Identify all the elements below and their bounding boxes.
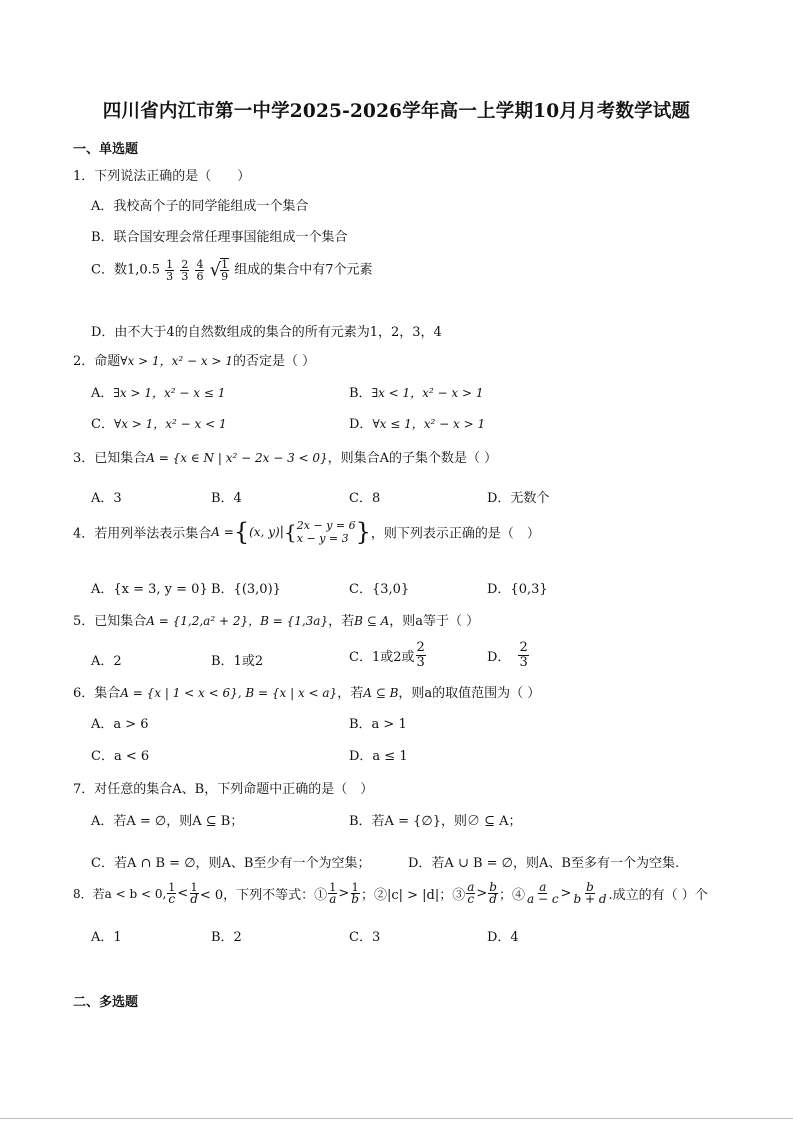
- q3-option-a: A．3: [91, 491, 122, 506]
- q6-sets: A = {x | 1 < x < 6}, B = {x | x < a}: [120, 686, 338, 700]
- q1-option-d: D．由不大于4的自然数组成的集合的所有元素为1，2，3，4: [91, 325, 442, 340]
- q2-stem-prefix: 2．命题: [73, 354, 121, 369]
- q1-root: √: [209, 259, 222, 281]
- q4-set-var: (x, y): [249, 525, 280, 539]
- q5-subset: B ⊆ A: [354, 614, 390, 628]
- q8-i3-left: $\frac{a}{c}$: [467, 880, 475, 906]
- q8-i4-right: $\frac{b}{b + d}$: [573, 880, 607, 906]
- q2-option-d: D．∀x ≤ 1，x² − x > 1: [349, 417, 486, 432]
- q8-stem: 8．若a < b < 0, $\frac{1}{c}$ < $\frac{1}{d}$ < 0，下列不等式：① $\frac{1}{a}$ > $\frac{1}{b}$ ；②|c| > |d|；③ $\frac{a}{c}$ > $\frac{b}{d}$ ；④ $\frac{a}{a - c}$ > $\frac{b}{b + d}$ .成立的有（ ）个: [73, 880, 708, 906]
- q6-option-d: D．a ≤ 1: [349, 749, 408, 764]
- q4-system-brace: {: [284, 520, 297, 544]
- q1-root-frac: $\frac{1}{9}$: [221, 258, 229, 283]
- q6-stem: 6．集合A = {x | 1 < x < 6}, B = {x | x < a}，若A ⊆ B，则a的取值范围为（ ）: [73, 686, 541, 701]
- section-multiple-choice: 二、多选题: [73, 995, 139, 1010]
- q7-option-a: A．若A = ∅，则A ⊆ B；: [91, 814, 244, 829]
- q5-c-frac: $\frac{2}{3}$: [416, 640, 425, 670]
- q8-frac-1-over-d: $\frac{1}{d}$: [190, 881, 198, 906]
- q4-option-a: A．{x = 3, y = 0}: [91, 582, 208, 597]
- q8-i3-right: $\frac{b}{d}$: [489, 880, 497, 906]
- q1-stem: 1．下列说法正确的是（ ）: [73, 169, 251, 184]
- page-bottom-rule: [0, 1118, 793, 1119]
- q6-option-a: A．a > 6: [91, 717, 149, 732]
- q4-system: 2x − y = 6 x − y = 3: [296, 519, 356, 545]
- q3-option-c: C．8: [349, 491, 381, 506]
- q8-option-a: A．1: [91, 930, 122, 945]
- q2-stem: [73, 350, 315, 369]
- q4-option-d: D．{0,3}: [487, 582, 548, 597]
- q3-stem: 3．已知集合A = {x ∈ N | x² − 2x − 3 < 0}，则集合A的子集个数是（ ）: [73, 451, 498, 466]
- section-single-choice: 一、单选题: [73, 142, 139, 157]
- q8-frac-1-over-c: $\frac{1}{c}$: [168, 881, 176, 906]
- q4-option-b: B．{(3,0)}: [211, 582, 281, 597]
- q8-i1-left: $\frac{1}{a}$: [329, 881, 337, 906]
- q1-option-c: [91, 258, 373, 282]
- q4-stem: 4．若用列举法表示集合A ={(x, y)|{ 2x − y = 6 x − y = 3 }，则下列表示正确的是（ ）: [73, 518, 540, 546]
- q1-option-b: B．联合国安理会常任理事国能组成一个集合: [91, 230, 348, 245]
- q8-option-c: C．3: [349, 930, 381, 945]
- q6-option-c: C．a < 6: [91, 749, 150, 764]
- q3-option-d: D．无数个: [487, 491, 550, 506]
- q3-option-b: B．4: [211, 491, 242, 506]
- q1-frac-3: $\frac{4}{6}$: [196, 257, 204, 283]
- q5-stem: 5．已知集合A = {1,2,a² + 2}，B = {1,3a}，若B ⊆ A，则a等于（ ）: [73, 614, 480, 629]
- q5-option-c: C．1或2或 $\frac{2}{3}$: [349, 640, 425, 670]
- q4-set-head: A =: [211, 525, 234, 539]
- q4-option-c: C．{3,0}: [349, 582, 410, 597]
- q8-i4-left: $\frac{a}{a - c}$: [526, 880, 559, 906]
- q1-option-c-prefix: C．数1,0.5: [91, 262, 161, 278]
- q4-right-brace: }: [355, 518, 371, 546]
- q5-d-frac: $\frac{2}{3}$: [519, 640, 528, 670]
- q7-option-d: D．若A ∪ B = ∅，则A、B至多有一个为空集.: [408, 856, 680, 871]
- q7-option-b: B．若A = {∅}，则∅ ⊆ A；: [349, 814, 522, 829]
- q2-option-a: A．∃x > 1，x² − x ≤ 1: [91, 386, 226, 401]
- q8-option-d: D．4: [487, 930, 519, 945]
- q2-option-b: B．∃x < 1，x² − x > 1: [349, 386, 484, 401]
- q7-option-c: C．若A ∩ B = ∅，则A、B至少有一个为空集；: [91, 856, 371, 871]
- q5-option-d: D． $\frac{2}{3}$: [487, 640, 528, 670]
- q4-left-brace: {: [233, 518, 250, 546]
- q1-frac-2: $\frac{2}{3}$: [181, 257, 189, 283]
- q8-option-b: B．2: [211, 930, 242, 945]
- q1-frac-1: $\frac{1}{3}$: [166, 257, 174, 283]
- q7-stem: 7．对任意的集合A、B，下列命题中正确的是（ ）: [73, 782, 374, 797]
- q3-set: A = {x ∈ N | x² − 2x − 3 < 0}: [146, 451, 328, 465]
- q2-option-c: C．∀x > 1，x² − x < 1: [91, 417, 227, 432]
- q6-option-b: B．a > 1: [349, 717, 407, 732]
- q8-i1-right: $\frac{1}{b}$: [351, 881, 359, 906]
- page-title: 四川省内江市第一中学2025-2026学年高一上学期10月月考数学试题: [102, 101, 691, 122]
- q6-subset: A ⊆ B: [363, 686, 399, 700]
- q5-sets: A = {1,2,a² + 2}，B = {1,3a}: [146, 614, 329, 628]
- q5-option-b: B．1或2: [211, 654, 264, 669]
- q5-option-a: A．2: [91, 654, 122, 669]
- q2-stem-suffix: 的否定是（ ）: [232, 354, 316, 369]
- q2-stem-math: ∀x > 1，x² − x > 1: [120, 354, 233, 368]
- q1-option-c-suffix: 组成的集合中有7个元素: [234, 262, 373, 278]
- q1-option-a: A．我校高个子的同学能组成一个集合: [91, 199, 309, 214]
